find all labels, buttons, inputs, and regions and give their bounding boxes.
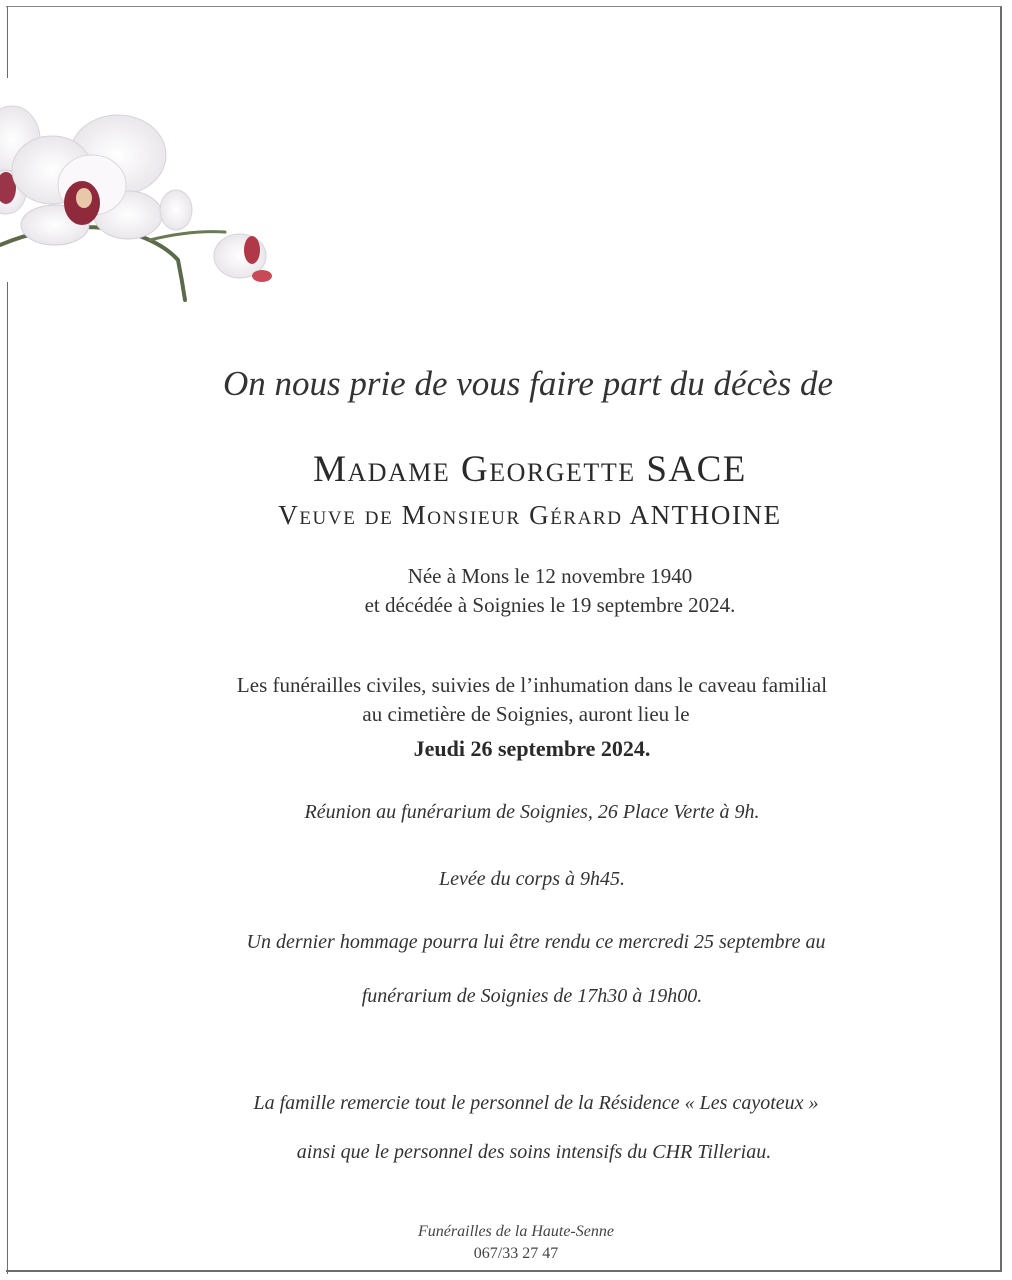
funeral-text-line-1: Les funérailles civiles, suivies de l’inhumation dans le caveau familial: [236, 673, 828, 697]
thanks-text-line-2: ainsi que le personnel des soins intensifs du CHR Tilleriau.: [296, 1141, 772, 1163]
intro-text: On nous prie de vous faire part du décès de: [222, 364, 834, 403]
funeral-text-line-2: au cimetière de Soignies, auront lieu le: [362, 702, 690, 726]
birth-text: Née à Mons le 12 novembre 1940: [407, 564, 693, 588]
funeral-date: Jeudi 26 septembre 2024.: [413, 736, 651, 761]
left-border-top: [7, 6, 8, 78]
orchid-icon: [0, 100, 290, 310]
hommage-text-line-2: funérarium de Soignies de 17h30 à 19h00.: [361, 985, 703, 1007]
meeting-text: Réunion au funérarium de Soignies, 26 Place Verte à 9h.: [304, 801, 760, 823]
thanks-text-line-1: La famille remercie tout le personnel de la Résidence « Les cayoteux »: [253, 1092, 819, 1114]
footer-phone: 067/33 27 47: [473, 1245, 559, 1262]
widow-of-text: Veuve de Monsieur Gérard ANTHOINE: [278, 500, 782, 530]
footer-company: Funérailles de la Haute-Senne: [418, 1223, 614, 1240]
left-border-bottom: [7, 282, 8, 1274]
death-text: et décédée à Soignies le 19 septembre 2024.: [364, 593, 736, 617]
levee-text: Levée du corps à 9h45.: [438, 868, 626, 890]
deceased-name: Madame Georgette SACE: [313, 449, 747, 490]
hommage-text-line-1: Un dernier hommage pourra lui être rendu ce mercredi 25 septembre au: [246, 931, 826, 953]
